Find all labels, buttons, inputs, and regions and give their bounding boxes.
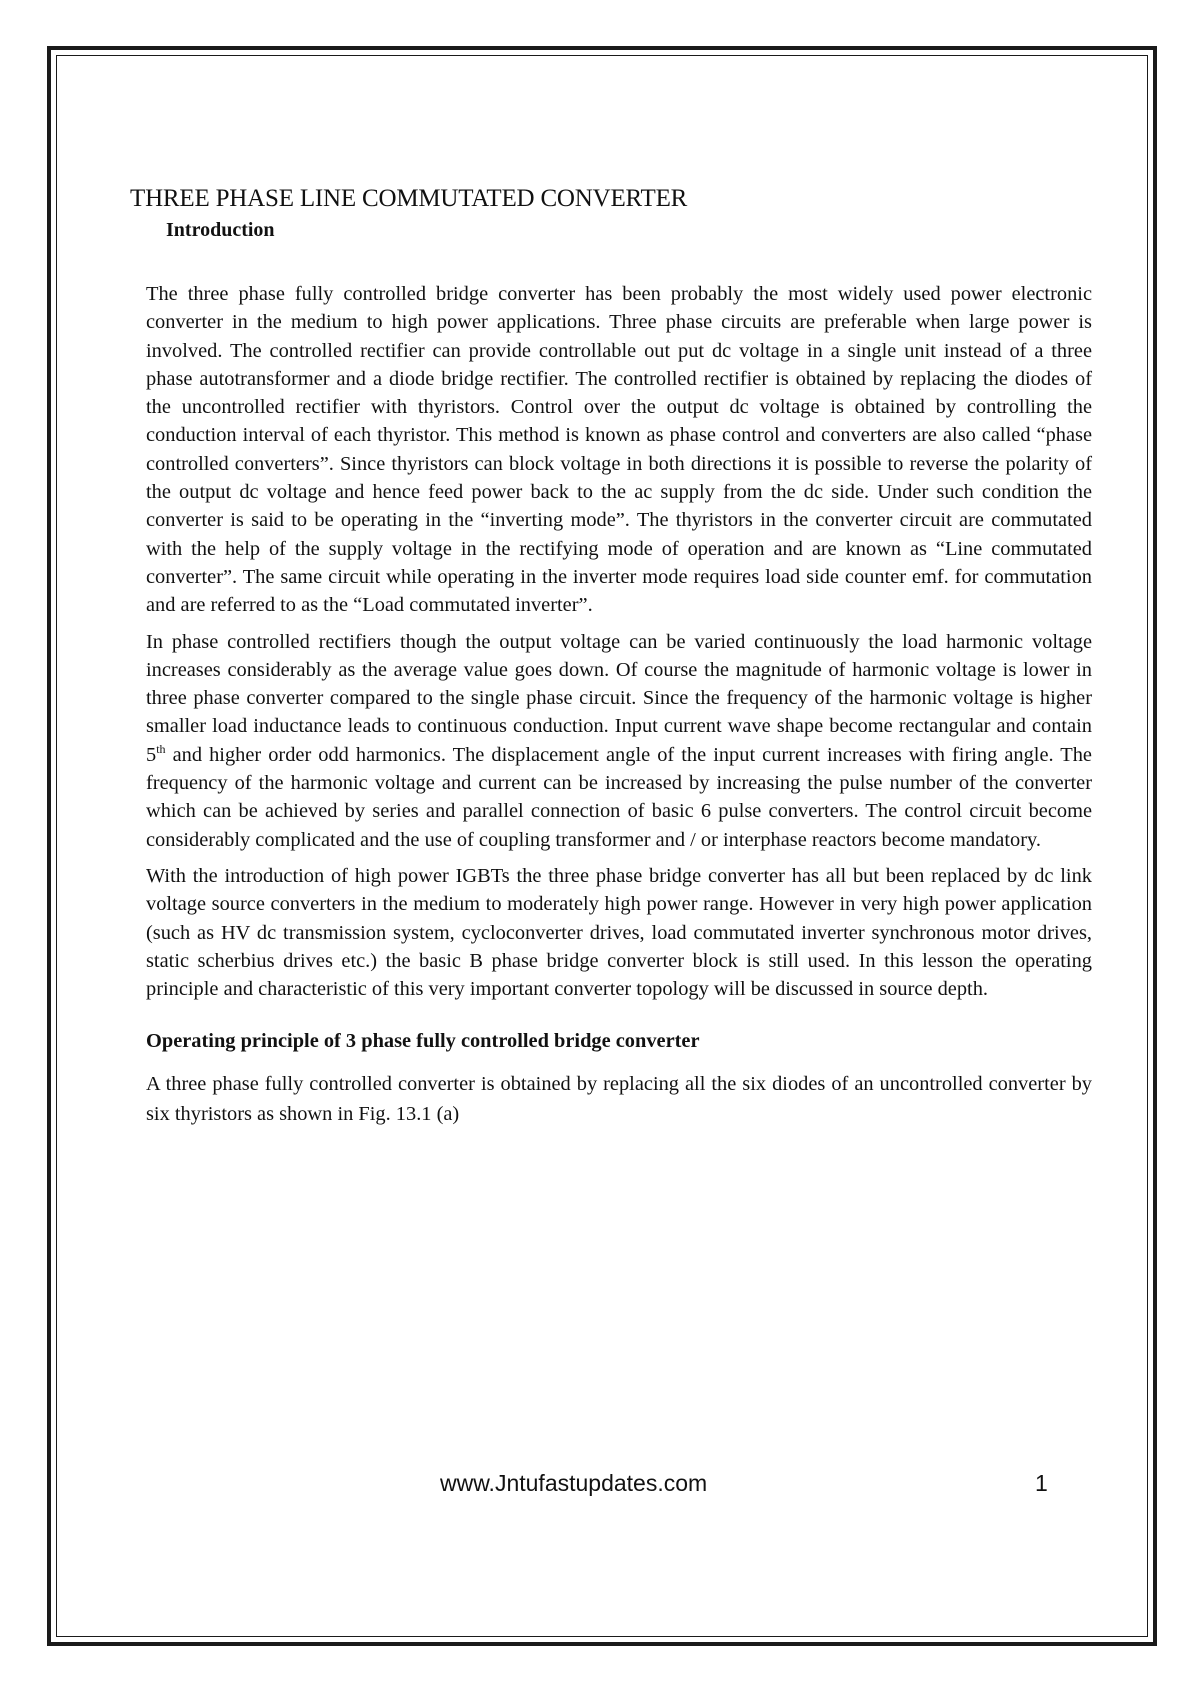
page-number: 1 xyxy=(1035,1470,1048,1496)
superscript-th: th xyxy=(156,741,166,756)
footer-url: www.Jntufastupdates.com xyxy=(440,1470,708,1496)
document-title: THREE PHASE LINE COMMUTATED CONVERTER xyxy=(130,185,688,212)
paragraph-2-part-1: In phase controlled rectifiers though the output voltage can be varied continuously the load harmonic voltage increases considerably as the average value goes down. Of course the magnitude of harmonic voltage is lower in three phase converter compared to the single phase circuit. Since the frequency of the harmonic voltage is higher smaller load inductance leads to continuous conduction. Input current wave shape become rectangular and contain 5 xyxy=(146,630,1092,766)
paragraph-4: A three phase fully controlled converter is obtained by replacing all the six diodes of an uncontrolled converter by six thyristors as shown in Fig. 13.1 (a) xyxy=(146,1073,1092,1126)
document-body xyxy=(130,184,1092,1129)
paragraph-2-part-2: and higher order odd harmonics. The displacement angle of the input current increases with firing angle. The frequency of the harmonic voltage and current can be increased by increasing the pulse number of the converter which can be achieved by series and parallel connection of basic 6 pulse converters. The control circuit become considerably complicated and the use of coupling transformer and / or interphase reactors become mandatory. xyxy=(146,743,1092,851)
introduction-heading: Introduction xyxy=(166,219,275,241)
operating-principle-heading: Operating principle of 3 phase fully controlled bridge converter xyxy=(146,1030,700,1053)
paragraph-1: The three phase fully controlled bridge converter has been probably the most widely used power electronic converter in the medium to high power applications. Three phase circuits are preferable when large power is involved. The controlled rectifier can provide controllable out put dc voltage in a single unit instead of a three phase autotransformer and a diode bridge rectifier. The controlled rectifier is obtained by replacing the diodes of the uncontrolled rectifier with thyristors. Control over the output dc voltage is obtained by controlling the conduction interval of each thyristor. This method is known as phase control and converters are also called “phase controlled converters”. Since thyristors can block voltage in both directions it is possible to reverse the polarity of the output dc voltage and hence feed power back to the ac supply from the dc side. Under such condition the converter is said to be operating in the “inverting mode”. The thyristors in the converter circuit are commutated with the help of the supply voltage in the rectifying mode of operation and are known as “Line commutated converter”. The same circuit while operating in the inverter mode requires load side counter emf. for commutation and are referred to as the “Load commutated inverter”. xyxy=(146,283,1092,617)
paragraph-3: With the introduction of high power IGBTs the three phase bridge converter has all but been replaced by dc link voltage source converters in the medium to moderately high power range. However in very high power application (such as HV dc transmission system, cycloconverter drives, load commutated inverter synchronous motor drives, static scherbius drives etc.) the basic B phase bridge converter block is still used. In this lesson the operating principle and characteristic of this very important converter topology will be discussed in source depth. xyxy=(146,864,1092,1001)
paragraph-2 xyxy=(146,628,1092,854)
